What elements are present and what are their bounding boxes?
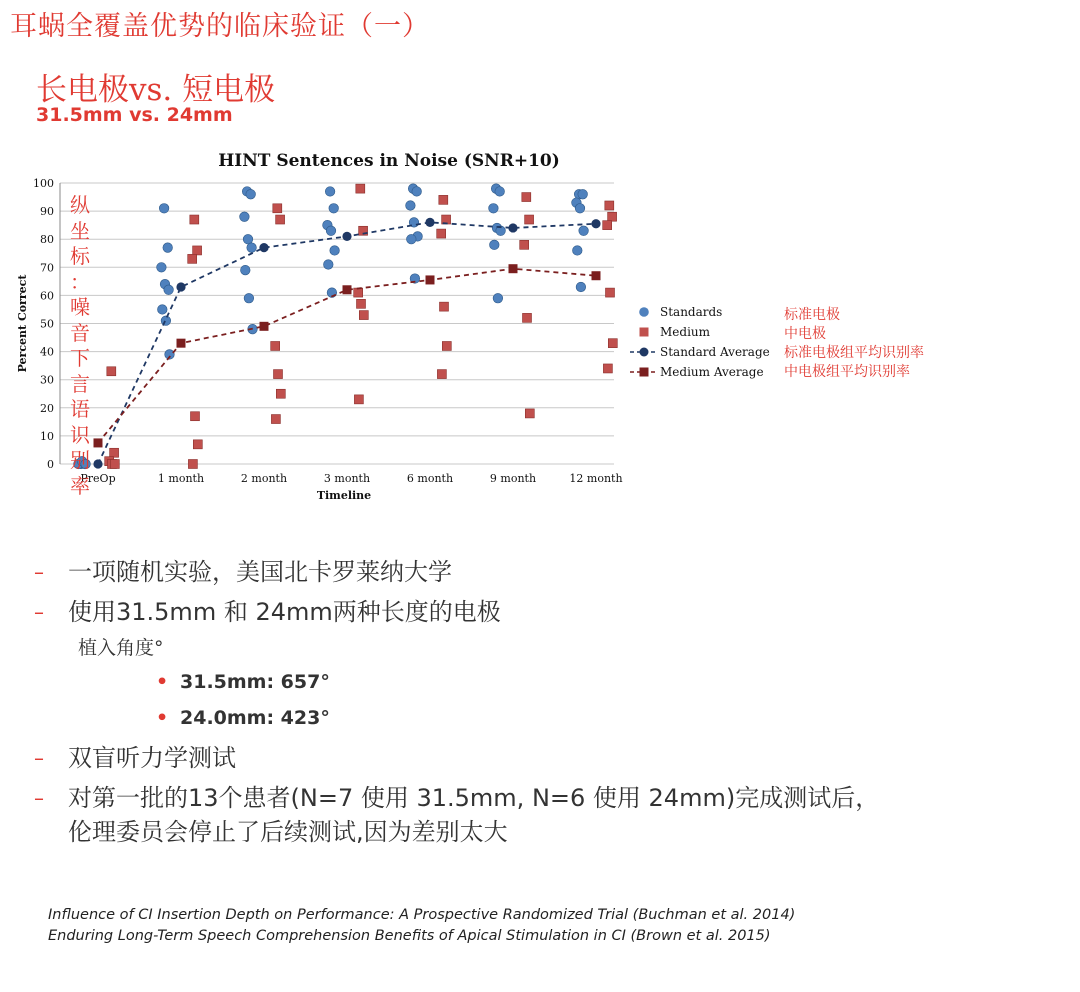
standards-point (241, 265, 251, 275)
medium-average-marker (343, 285, 352, 294)
standard-average-marker (508, 223, 517, 232)
legend-standards-label: Standards (660, 305, 723, 319)
medium-point (110, 448, 119, 457)
x-axis-label: Timeline (316, 489, 372, 502)
medium-average-marker (94, 438, 103, 447)
standards-point (490, 240, 500, 250)
slide-subtitle: 长电极vs. 短电极 (36, 72, 276, 108)
y-tick-label: 60 (40, 289, 54, 303)
standards-point (247, 243, 257, 253)
standards-point (163, 243, 173, 253)
bullet-item (34, 595, 1054, 629)
sub-bullet-text: 31.5mm: 657° (180, 671, 330, 693)
medium-point (608, 212, 617, 221)
bullet-item (34, 741, 1054, 775)
medium-point (606, 288, 615, 297)
medium-point (276, 215, 285, 224)
medium-point (525, 409, 534, 418)
medium-point (525, 215, 534, 224)
medium-point (605, 201, 614, 210)
legend-cn-item: 中电极组平均识别率 (784, 364, 910, 380)
medium-average-marker (260, 322, 269, 331)
reference-2: Enduring Long-Term Speech Comprehension Benefits of Apical Stimulation in CI (Brown et al. 2015) (48, 928, 771, 944)
medium-point (110, 460, 119, 469)
standard-average-marker (93, 459, 102, 468)
vertical-axis-cn-label (68, 193, 92, 499)
standard-average-marker (342, 232, 351, 241)
y-tick-label: 90 (40, 205, 54, 219)
bullet-text: 对第一批的13个患者(N=7 使用 31.5mm, N=6 使用 24mm)完成测试后，伦理委员会停止了后续测试,因为差别太大 (68, 784, 880, 846)
legend-cn-item: 中电极 (784, 326, 826, 342)
slide-title: 耳蜗全覆盖优势的临床验证（一） (10, 11, 430, 42)
sub-bullet-text: 24.0mm: 423° (180, 707, 330, 729)
medium-point (439, 195, 448, 204)
standard-average-line (98, 222, 596, 464)
medium-point (359, 311, 368, 320)
dash-marker: – (34, 786, 44, 810)
legend-medium-label: Medium (660, 325, 711, 339)
standards-point (493, 293, 503, 303)
medium-point (193, 246, 202, 255)
bullet-text: 双盲听力学测试 (68, 744, 236, 772)
reference-1: Influence of CI Insertion Depth on Performance: A Prospective Randomized Trial (Buchman et al. 2014) (48, 907, 796, 923)
y-tick-label: 20 (40, 401, 54, 415)
standards-point (326, 226, 336, 236)
standards-point (164, 285, 174, 295)
vertical-label-char: 语 (70, 397, 90, 421)
standards-point (579, 226, 589, 236)
sub-label: 植入角度° (78, 637, 164, 659)
medium-point (191, 412, 200, 421)
medium-point (188, 254, 197, 263)
dash-marker: – (34, 560, 44, 584)
bullet-item (34, 555, 1054, 589)
medium-point (608, 339, 617, 348)
standards-point (576, 282, 586, 292)
legend-standards-icon (639, 307, 649, 317)
medium-point (190, 215, 199, 224)
standards-point (573, 246, 583, 256)
medium-point (276, 389, 285, 398)
x-tick-label: 1 month (157, 472, 205, 485)
legend-med-avg-icon (640, 368, 649, 377)
dash-marker: – (34, 600, 44, 624)
references (48, 905, 795, 947)
vertical-label-char: 言 (70, 371, 90, 396)
medium-point (523, 313, 532, 322)
medium-average-marker (177, 339, 186, 348)
legend-std-avg-label: Standard Average (660, 345, 770, 359)
standards-point (406, 201, 416, 211)
bullet-text: 使用31.5mm 和 24mm两种长度的电极 (68, 598, 501, 626)
vertical-label-char: 率 (70, 473, 90, 498)
medium-point (271, 415, 280, 424)
standards-point (412, 187, 422, 197)
medium-point (354, 288, 363, 297)
standards-point (578, 189, 588, 199)
legend-cn-item: 标准电极 (784, 307, 840, 323)
standards-point (407, 234, 417, 244)
x-tick-label: 3 month (323, 472, 371, 485)
medium-point (437, 370, 446, 379)
standards-point (324, 260, 334, 270)
chart-title: HINT Sentences in Noise (SNR+10) (218, 151, 560, 171)
legend-med-avg-label: Medium Average (660, 365, 764, 379)
medium-point (188, 460, 197, 469)
legend-std-avg-icon (640, 348, 649, 357)
sub-bullet-item (156, 705, 1054, 731)
y-tick-label: 70 (40, 261, 54, 275)
standard-average-marker (176, 282, 185, 291)
standards-point (329, 203, 339, 213)
dash-marker: – (34, 746, 44, 770)
medium-point (603, 221, 612, 230)
medium-point (271, 341, 280, 350)
standards-point (330, 246, 340, 256)
y-tick-label: 40 (40, 345, 54, 359)
standard-average-marker (591, 219, 600, 228)
legend-cn-item: 标准电极组平均识别率 (784, 345, 924, 361)
standards-point (158, 305, 168, 315)
slide-subtitle-size: 31.5mm vs. 24mm (36, 104, 233, 126)
sub-bullet-item (156, 669, 1054, 695)
standards-point (325, 187, 335, 197)
medium-point (274, 370, 283, 379)
standards-point (575, 203, 585, 213)
medium-point (437, 229, 446, 238)
y-axis-label: Percent Correct (16, 274, 29, 373)
y-tick-label: 30 (40, 373, 54, 387)
y-tick-label: 80 (40, 233, 54, 247)
vertical-label-char: 音 (70, 320, 90, 345)
medium-point (603, 364, 612, 373)
medium-point (107, 367, 116, 376)
vertical-label-char: ： (70, 269, 90, 294)
medium-point (273, 204, 282, 213)
y-tick-label: 0 (47, 458, 54, 471)
standards-point (244, 293, 254, 303)
medium-average-marker (426, 275, 435, 284)
standards-point (240, 212, 250, 222)
standards-point (157, 263, 167, 273)
standards-point (159, 203, 169, 213)
bullet-item (34, 781, 888, 849)
standards-point (246, 189, 256, 199)
dot-marker: • (156, 707, 169, 729)
medium-point (357, 299, 366, 308)
x-tick-label: 6 month (406, 472, 454, 485)
standards-point (495, 187, 505, 197)
standard-average-marker (259, 243, 268, 252)
legend-cn (784, 306, 924, 382)
standard-average-marker (425, 218, 434, 227)
vertical-label-char: 别 (70, 448, 90, 472)
medium-point (442, 341, 451, 350)
medium-average-marker (592, 271, 601, 280)
medium-point (354, 395, 363, 404)
x-tick-label: PreOp (80, 472, 116, 485)
vertical-label-char: 下 (70, 346, 90, 370)
legend-medium-icon (640, 328, 649, 337)
bullet-list (34, 555, 1054, 855)
standards-point (489, 203, 499, 213)
vertical-label-char: 标 (70, 244, 90, 268)
medium-point (440, 302, 449, 311)
medium-point (520, 240, 529, 249)
y-tick-label: 50 (40, 317, 54, 331)
y-tick-label: 100 (33, 177, 54, 190)
medium-point (522, 193, 531, 202)
x-tick-label: 12 month (569, 472, 623, 485)
x-tick-label: 2 month (240, 472, 288, 485)
dot-marker: • (156, 671, 169, 693)
vertical-label-char: 纵 (70, 193, 90, 217)
vertical-label-char: 识 (70, 422, 90, 447)
standards-point (161, 316, 171, 326)
medium-point (193, 440, 202, 449)
x-tick-label: 9 month (489, 472, 537, 485)
vertical-label-char: 坐 (70, 218, 90, 243)
medium-average-marker (509, 264, 518, 273)
vertical-label-char: 噪 (70, 295, 90, 319)
y-tick-label: 10 (40, 429, 54, 443)
bullet-text: 一项随机实验，美国北卡罗莱纳大学 (68, 558, 452, 586)
medium-point (356, 184, 365, 193)
